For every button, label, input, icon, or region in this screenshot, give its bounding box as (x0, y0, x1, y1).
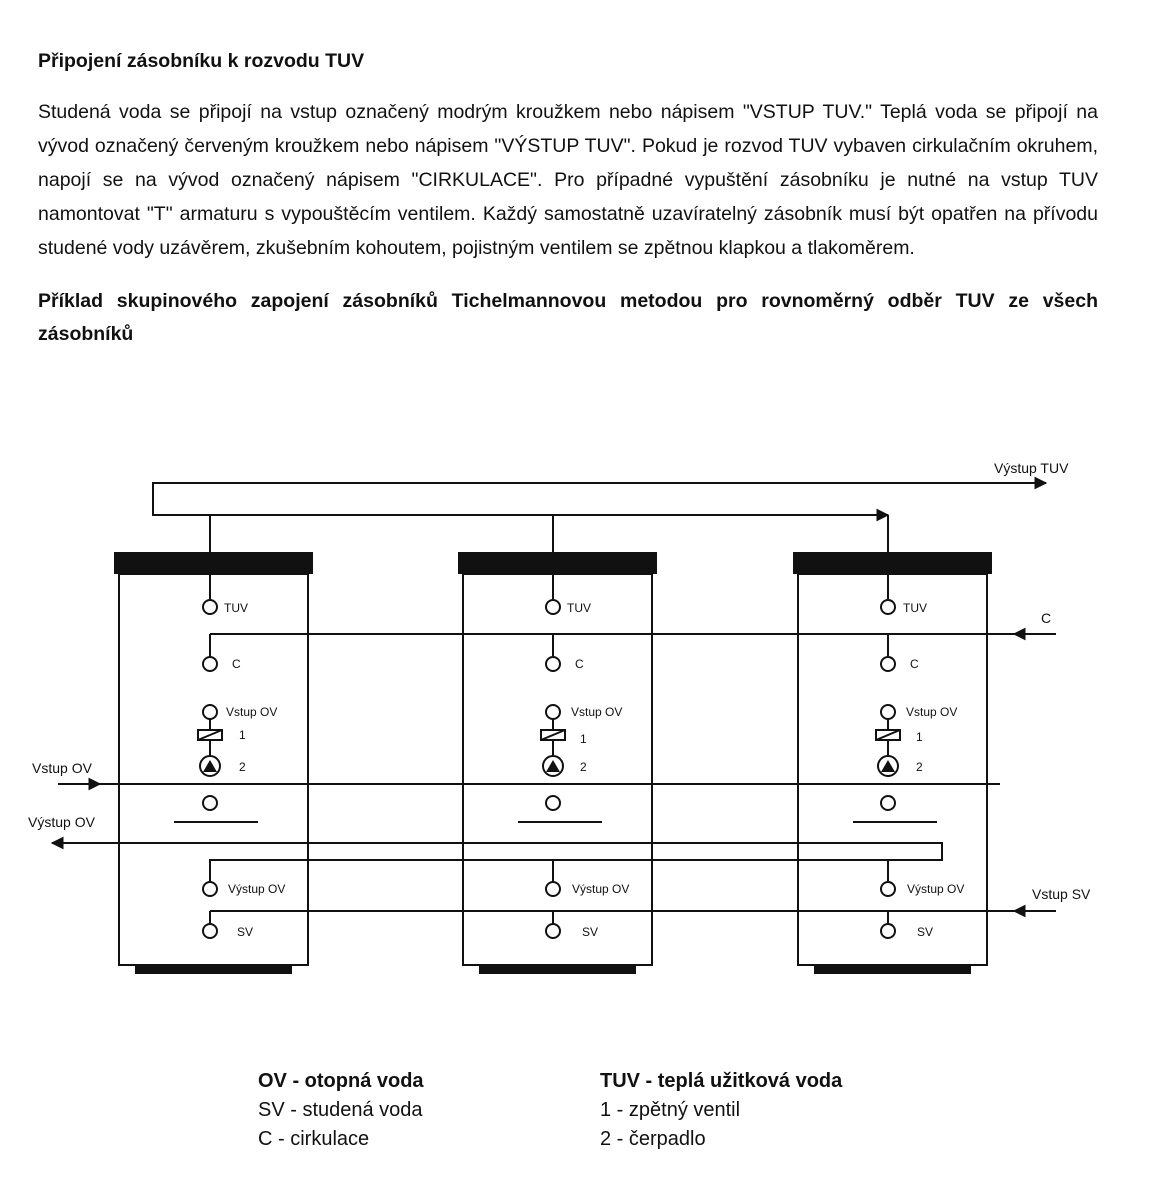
diagram-heading: Příklad skupinového zapojení zásobníků Tichelmannovou metodou pro rovnoměrný odběr TUV ze všech zásobníků (38, 290, 1098, 345)
tank-1-tuv-label: TUV (224, 601, 248, 615)
tank-1-c-label: C (232, 657, 241, 671)
section-heading: Připojení zásobníku k rozvodu TUV (38, 50, 365, 72)
tank-2-vystup-ov-label: Výstup OV (572, 882, 630, 896)
tank-3-pump-number: 2 (916, 760, 923, 774)
tank-2-valve-number: 1 (580, 732, 587, 746)
tank-1-vstup-ov-label: Vstup OV (226, 705, 278, 719)
tank-2-vstup-ov-label: Vstup OV (571, 705, 623, 719)
heating-outlet-line (52, 843, 942, 882)
legend-left (258, 1067, 424, 1154)
legend-pump: 2 - čerpadlo (600, 1128, 706, 1150)
vystup-tuv-label: Výstup TUV (994, 460, 1069, 476)
legend-c: C - cirkulace (258, 1128, 370, 1150)
tank-2-pump-number: 2 (580, 760, 587, 774)
tank-1-valve-number: 1 (239, 728, 246, 742)
document (38, 50, 1098, 351)
legend-valve: 1 - zpětný ventil (600, 1099, 741, 1121)
vstup-sv-label: Vstup SV (1032, 886, 1091, 902)
vystup-ov-label: Výstup OV (28, 814, 95, 830)
tichelmann-connection-diagram (0, 440, 1149, 1000)
tank-1-pump-number: 2 (239, 760, 246, 774)
vstup-ov-label: Vstup OV (32, 760, 92, 776)
instruction-paragraph: Studená voda se připojí na vstup označený modrým kroužkem nebo nápisem "VSTUP TUV." Teplá voda se připojí na vývod označený červeným kroužkem nebo nápisem "VÝSTUP TUV". Pokud je rozvod TUV vybaven cirkulačním okruhem, napojí se na vývod označený nápisem "CIRKULACE". Pro případné vypuštění zásobníku je nutné na vstup TUV namontovat "T" armaturu s vypouštěcím ventilem. Každý samostatně uzavíratelný zásobník musí být opatřen na přívodu studené vody uzávěrem, zkušebním kohoutem, pojistným ventilem se zpětnou klapkou a tlakoměrem. (38, 101, 1098, 259)
tank-3-tuv-label: TUV (903, 601, 927, 615)
tank-2-c-label: C (575, 657, 584, 671)
tank-3-c-label: C (910, 657, 919, 671)
legend-tuv: TUV - teplá užitková voda (600, 1070, 843, 1092)
tank-3-vstup-ov-label: Vstup OV (906, 705, 958, 719)
tank-3-sv-label: SV (917, 925, 934, 939)
legend-right (600, 1067, 842, 1154)
tank-2-sv-label: SV (582, 925, 599, 939)
tuv-outlet-header (153, 483, 1046, 515)
tank-1-sv-label: SV (237, 925, 254, 939)
tank-3-valve-number: 1 (916, 730, 923, 744)
legend-sv: SV - studená voda (258, 1099, 423, 1121)
tank-1-vystup-ov-label: Výstup OV (228, 882, 286, 896)
circulation-label: C (1041, 610, 1052, 626)
legend-ov: OV - otopná voda (258, 1070, 424, 1092)
tank-2-tuv-label: TUV (567, 601, 591, 615)
tank-3-vystup-ov-label: Výstup OV (907, 882, 965, 896)
